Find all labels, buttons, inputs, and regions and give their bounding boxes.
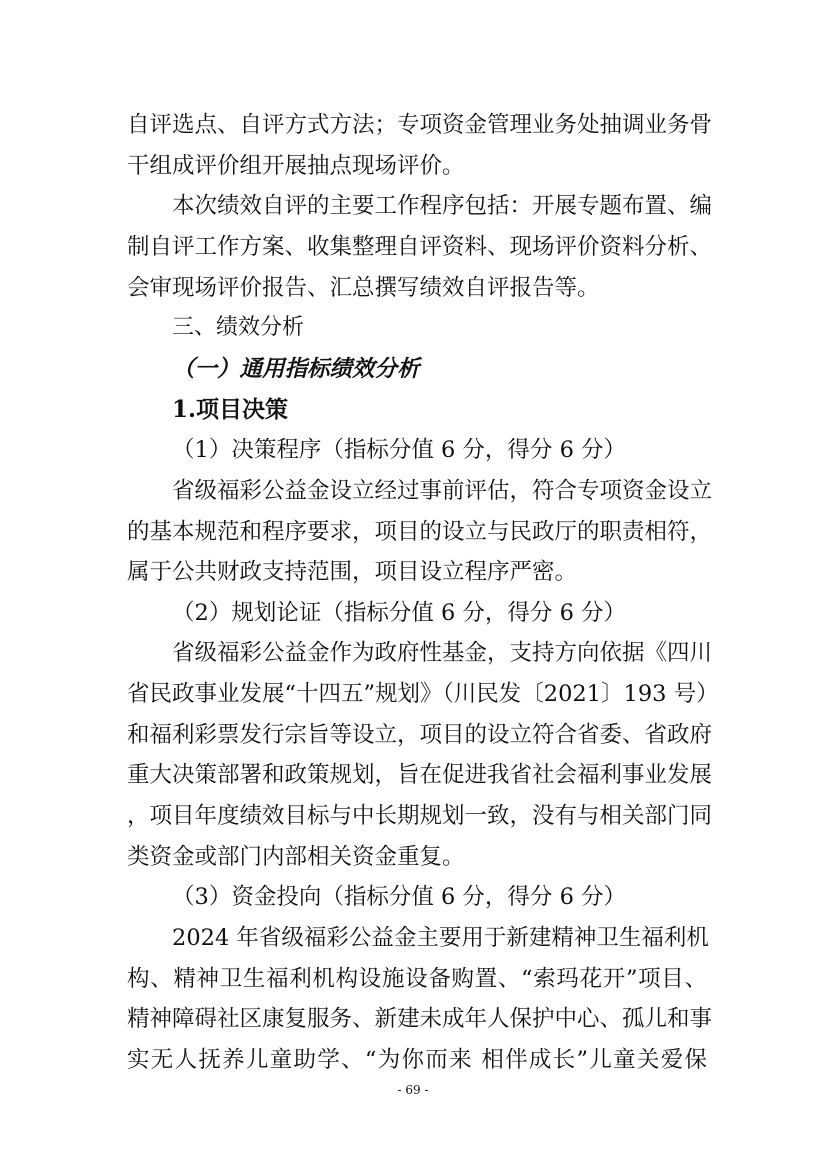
body-text-line: 属于公共财政支持范围，项目设立程序严密。 bbox=[127, 559, 578, 585]
body-text-line: 构、精神卫生福利机构设施设备购置、“索玛花开”项目、 bbox=[127, 966, 707, 992]
item-heading: 1.项目决策 bbox=[172, 396, 289, 423]
body-text-line: 制自评工作方案、收集整理自评资料、现场评价资料分析、 bbox=[127, 234, 713, 260]
body-text-line: 精神障碍社区康复服务、新建未成年人保护中心、孤儿和事 bbox=[127, 1006, 713, 1032]
body-text-line: 自评选点、自评方式方法；专项资金管理业务处抽调业务骨 bbox=[127, 112, 713, 138]
body-text-line: 干组成评价组开展抽点现场评价。 bbox=[127, 153, 465, 179]
indicator-heading: （2）规划论证（指标分值 6 分，得分 6 分） bbox=[172, 600, 627, 626]
page-number: - 69 - bbox=[397, 1083, 429, 1097]
body-text-line: 省级福彩公益金作为政府性基金，支持方向依据《四川 bbox=[172, 640, 713, 666]
body-text-line: 类资金或部门内部相关资金重复。 bbox=[127, 844, 465, 870]
body-text-line: 省级福彩公益金设立经过事前评估，符合专项资金设立 bbox=[172, 478, 713, 504]
body-text-line: 和福利彩票发行宗旨等设立，项目的设立符合省委、省政府 bbox=[127, 722, 713, 748]
body-text-line: 会审现场评价报告、汇总撰写绩效自评报告等。 bbox=[127, 275, 600, 301]
body-text-line: 的基本规范和程序要求，项目的设立与民政厅的职责相符， bbox=[127, 519, 713, 545]
body-text-line: 本次绩效自评的主要工作程序包括：开展专题布置、编 bbox=[172, 193, 713, 219]
body-text-line: 实无人抚养儿童助学、“为你而来 相伴成长”儿童关爱保 bbox=[127, 1047, 707, 1073]
section-heading: 三、绩效分析 bbox=[172, 315, 305, 340]
body-text-line: 省民政事业发展“十四五”规划》（川民发〔2021〕193 号） bbox=[127, 681, 719, 707]
indicator-heading: （3）资金投向（指标分值 6 分，得分 6 分） bbox=[172, 884, 627, 910]
body-text-line: 重大决策部署和政策规划，旨在促进我省社会福利事业发展 bbox=[127, 762, 713, 788]
subsection-heading: （一）通用指标绩效分析 bbox=[172, 356, 420, 382]
body-text-line: ，项目年度绩效目标与中长期规划一致，没有与相关部门同 bbox=[127, 803, 713, 829]
body-text-line: 2024 年省级福彩公益金主要用于新建精神卫生福利机 bbox=[172, 925, 709, 951]
indicator-heading: （1）决策程序（指标分值 6 分，得分 6 分） bbox=[172, 437, 627, 463]
